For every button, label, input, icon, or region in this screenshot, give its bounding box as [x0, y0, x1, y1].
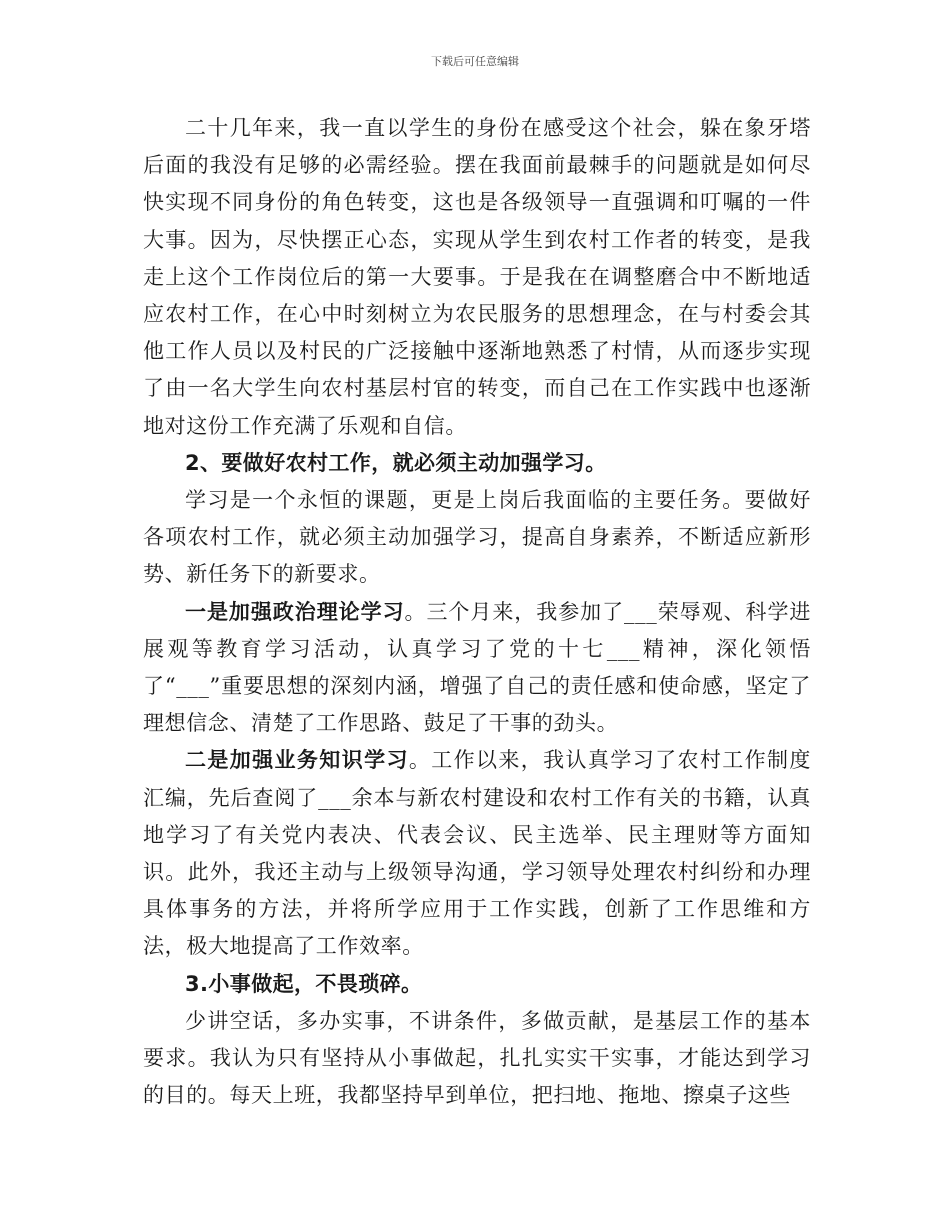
- section-heading-study: 2、要做好农村工作，就必须主动加强学习。: [185, 450, 607, 475]
- paragraph-business-knowledge: [143, 742, 811, 965]
- section-heading-small-things: 3.小事做起，不畏琐碎。: [185, 971, 423, 996]
- page-header: 下载后可任意编辑: [431, 55, 519, 68]
- paragraph-study-intro: 学习是一个永恒的课题，更是上岗后我面临的主要任务。要做好各项农村工作，就必须主动加强学习，提高自身素养，不断适应新形势、新任务下的新要求。: [143, 488, 811, 587]
- paragraph-political-theory: [143, 594, 811, 743]
- paragraph-small-things: 少讲空话，多办实事，不讲条件，多做贡献，是基层工作的基本要求。我认为只有坚持从小事做起，扎扎实实干实事，才能达到学习的目的。每天上班，我都坚持早到单位，把扫地、拖地、擦桌子这些: [143, 1008, 811, 1108]
- document-body: [143, 110, 811, 1114]
- lead-business-knowledge: 二是加强业务知识学习: [185, 748, 409, 773]
- body-business-knowledge: 。工作以来，我认真学习了农村工作制度汇编，先后查阅了___余本与新农村建设和农村工作有关的书籍，认真地学习了有关党内表决、代表会议、民主选举、民主理财等方面知识。此外，我还主动与上级领导沟通，学习领导处理农村纠纷和办理具体事务的方法，并将所学应用于工作实践，创新了工作思维和方法，极大地提高了工作效率。: [143, 748, 811, 959]
- paragraph-role-transition: 二十几年来，我一直以学生的身份在感受这个社会，躲在象牙塔后面的我没有足够的必需经验。摆在我面前最棘手的问题就是如何尽快实现不同身份的角色转变，这也是各级领导一直强调和叮嘱的一件大事。因为，尽快摆正心态，实现从学生到农村工作者的转变，是我走上这个工作岗位后的第一大要事。于是我在在调整磨合中不断地适应农村工作，在心中时刻树立为农民服务的思想理念，在与村委会其他工作人员以及村民的广泛接触中逐渐地熟悉了村情，从而逐步实现了由一名大学生向农村基层村官的转变，而自己在工作实践中也逐渐地对这份工作充满了乐观和自信。: [143, 116, 811, 438]
- body-political-theory: 。三个月来，我参加了___荣辱观、科学进展观等教育学习活动，认真学习了党的十七___精神，深化领悟了“___”重要思想的深刻内涵，增强了自己的责任感和使命感，坚定了理想信念、清楚了工作思路、鼓足了干事的劲头。: [143, 599, 812, 736]
- lead-political-theory: 一是加强政治理论学习: [185, 599, 405, 624]
